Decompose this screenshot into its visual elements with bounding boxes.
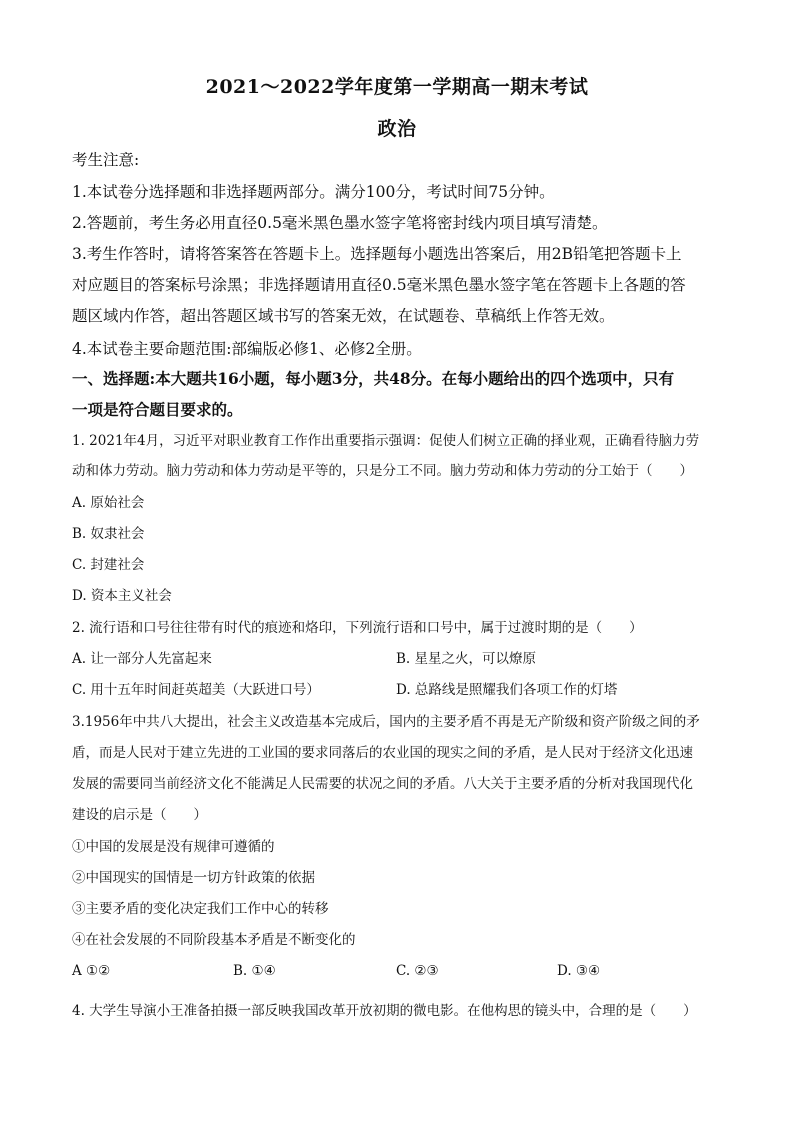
question-3-option-a: A ①② (72, 963, 111, 979)
question-1-option-b: B. 奴隶社会 (72, 526, 145, 542)
question-1-option-d: D. 资本主义社会 (72, 588, 172, 604)
question-3-stem: 建设的启示是（ ） (72, 807, 207, 823)
question-1-option-c: C. 封建社会 (72, 557, 145, 573)
section-heading: 一项是符合题目要求的。 (72, 400, 243, 419)
question-3-stem: 3.1956年中共八大提出，社会主义改造基本完成后，国内的主要矛盾不再是无产阶级和资产阶级之间的矛 (72, 714, 700, 730)
subject-title: 政治 (377, 118, 417, 140)
question-3-option-d: D. ③④ (557, 963, 601, 979)
question-3-stem: 盾，而是人民对于建立先进的工业国的要求同落后的农业国的现实之间的矛盾，是人民对于经济文化迅速 (72, 745, 693, 761)
question-1-stem: 1. 2021年4月，习近平对职业教育工作作出重要指示强调：促使人们树立正确的择业观，正确看待脑力劳 (72, 433, 700, 449)
question-2-option-b: B. 星星之火，可以燎原 (396, 651, 537, 667)
notice-line: 2.答题前，考生务必用直径0.5毫米黑色墨水签字笔将密封线内项目填写清楚。 (72, 214, 608, 232)
question-4-stem: 4. 大学生导演小王准备拍摄一部反映我国改革开放初期的微电影。在他构思的镜头中，合理的是（ ） (72, 1003, 697, 1019)
question-2-option-d: D. 总路线是照耀我们各项工作的灯塔 (396, 682, 618, 698)
question-3-option-c: C. ②③ (396, 963, 439, 979)
question-2-stem: 2. 流行语和口号往往带有时代的痕迹和烙印，下列流行语和口号中，属于过渡时期的是（ ） (72, 620, 643, 636)
notice-line: 1.本试卷分选择题和非选择题两部分。满分100分，考试时间75分钟。 (72, 183, 555, 201)
question-2-option-a: A. 让一部分人先富起来 (72, 651, 212, 667)
question-1-option-a: A. 原始社会 (72, 495, 145, 511)
question-3-statement: ③主要矛盾的变化决定我们工作中心的转移 (72, 901, 329, 917)
notice-line: 4.本试卷主要命题范围:部编版必修1、必修2全册。 (72, 340, 422, 358)
notice-line: 题区域内作答，超出答题区域书写的答案无效，在试题卷、草稿纸上作答无效。 (72, 307, 615, 325)
question-3-statement: ①中国的发展是没有规律可遵循的 (72, 839, 275, 855)
question-3-option-b: B. ①④ (233, 963, 276, 979)
question-2-option-c: C. 用十五年时间赶英超美（大跃进口号） (72, 682, 320, 698)
question-3-statement: ②中国现实的国情是一切方针政策的依据 (72, 870, 315, 886)
exam-title: 2021～2022学年度第一学期高一期末考试 (205, 76, 589, 98)
notice-heading: 考生注意: (72, 151, 140, 169)
section-heading: 一、选择题:本大题共16小题，每小题3分，共48分。在每小题给出的四个选项中，只有 (72, 369, 675, 388)
notice-line: 对应题目的答案标号涂黑；非选择题请用直径0.5毫米黑色墨水签字笔在答题卡上各题的答 (72, 276, 686, 294)
question-3-stem: 发展的需要同当前经济文化不能满足人民需要的状况之间的矛盾。八大关于主要矛盾的分析对我国现代化 (72, 776, 693, 792)
question-1-stem: 动和体力劳动。脑力劳动和体力劳动是平等的，只是分工不同。脑力劳动和体力劳动的分工始于（ ） (72, 463, 693, 479)
notice-line: 3.考生作答时，请将答案答在答题卡上。选择题每小题选出答案后，用2B铅笔把答题卡上 (72, 245, 682, 263)
question-3-statement: ④在社会发展的不同阶段基本矛盾是不断变化的 (72, 932, 356, 948)
